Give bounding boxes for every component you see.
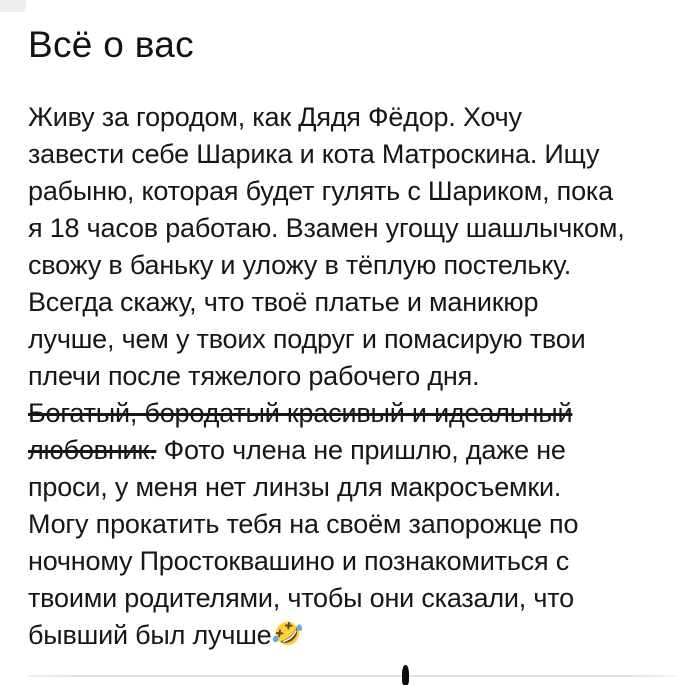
top-left-artifact bbox=[0, 0, 26, 12]
bio-line: завести себе Шарика и кота Матроскина. Ищу bbox=[28, 139, 600, 169]
bio-line: твоими родителями, чтобы они сказали, что bbox=[28, 583, 574, 613]
rofl-emoji bbox=[272, 618, 303, 649]
bio-line: лучше, чем у твоих подруг и помасирую твои bbox=[28, 324, 586, 354]
bio-line: Всегда скажу, что твоё платье и маникюр bbox=[28, 287, 539, 317]
bio-line: Живу за городом, как Дядя Фёдор. Хочу bbox=[28, 102, 522, 132]
bio-line: проси, у меня нет линзы для макросъемки. bbox=[28, 472, 562, 502]
cropped-bottom-element bbox=[402, 665, 409, 685]
bio-line-strikethrough: любовник. Фото члена не пришлю, даже не bbox=[28, 435, 566, 465]
section-title: Всё о вас bbox=[28, 24, 194, 65]
bio-line: плечи после тяжелого рабочего дня. bbox=[28, 361, 480, 391]
bio-line: бывший был лучше bbox=[28, 617, 678, 654]
bio-line: я 18 часов работаю. Взамен угощу шашлычком, bbox=[28, 213, 625, 243]
bio-line-strikethrough: Богатый, бородатый красивый и идеальный bbox=[28, 398, 573, 428]
bio-line: ночному Простоквашино и познакомиться с bbox=[28, 546, 570, 576]
bio-text bbox=[28, 99, 678, 654]
bio-line: Могу прокатить тебя на своём запорожце по bbox=[28, 509, 579, 539]
bio-line: свожу в баньку и уложу в тёплую постельку. bbox=[28, 250, 572, 280]
section-divider bbox=[28, 675, 678, 677]
bio-line: рабыню, которая будет гулять с Шариком, пока bbox=[28, 176, 613, 206]
